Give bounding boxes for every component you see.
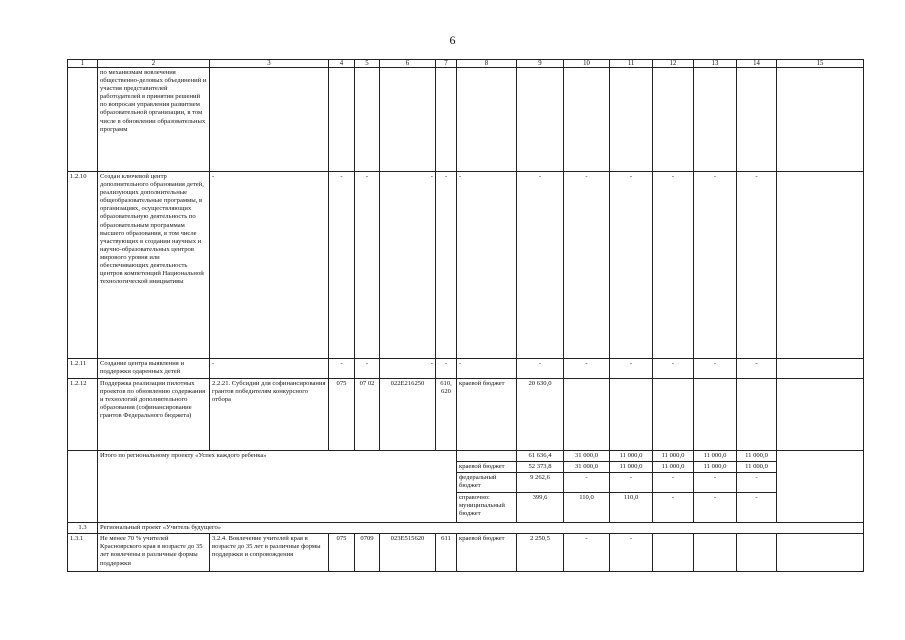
cell-value: 9 262,6 (517, 473, 564, 493)
cell (457, 68, 517, 172)
col-header: 4 (329, 60, 355, 68)
cell-value: - (737, 493, 777, 523)
cell-vr: - (436, 172, 457, 359)
cell-value: - (564, 172, 610, 359)
task-name: по механизмам вовлечения общественно-деловых объединений и участия представителей работодателей в принятии решений по вопросам управления развитием образовательной организации, в том числе в обновлении образовательных программ (98, 68, 210, 172)
cell (694, 68, 737, 172)
cell (694, 534, 737, 572)
task-name: Создание центра выявления и поддержки одаренных детей (98, 359, 210, 379)
cell-value: - (737, 172, 777, 359)
cell-value: - (694, 172, 737, 359)
cell-value: 11 000,0 (737, 462, 777, 473)
cell (777, 451, 864, 523)
cell-rzpr: - (355, 359, 380, 379)
measure-name: - (210, 359, 329, 379)
cell-value: - (737, 359, 777, 379)
cell (653, 534, 694, 572)
cell-value: 11 000,0 (694, 451, 737, 462)
cell (653, 379, 694, 451)
cell-value: 11 000,0 (610, 451, 653, 462)
cell (610, 68, 653, 172)
cell (610, 379, 653, 451)
row-number: 1.3 (68, 523, 98, 534)
cell (777, 379, 864, 451)
col-header: 15 (777, 60, 864, 68)
col-header: 13 (694, 60, 737, 68)
cell-value: - (564, 359, 610, 379)
row-number: 1.2.12 (68, 379, 98, 451)
cell (694, 379, 737, 451)
cell (68, 451, 98, 523)
cell-value: - (653, 359, 694, 379)
cell-value: - (653, 493, 694, 523)
cell-value: - (653, 473, 694, 493)
col-header: 6 (380, 60, 436, 68)
cell (737, 534, 777, 572)
cell-value: 11 000,0 (653, 462, 694, 473)
cell-value: - (737, 473, 777, 493)
cell (653, 68, 694, 172)
section-title: Региональный проект «Учитель будущего» (98, 523, 864, 534)
cell-source: - (457, 359, 517, 379)
cell-value: - (610, 473, 653, 493)
total-label: Итого по региональному проекту «Успех каждого ребенка» (98, 451, 457, 523)
cell (777, 172, 864, 359)
cell-rzpr: 07 02 (355, 379, 380, 451)
cell-csr: - (380, 172, 436, 359)
cell-grbs: - (329, 359, 355, 379)
col-header: 10 (564, 60, 610, 68)
section-row-1-3 (68, 523, 864, 534)
cell-source: краевой бюджет (457, 379, 517, 451)
cell-value: - (517, 172, 564, 359)
cell-value: - (694, 473, 737, 493)
cell-value: 11 000,0 (737, 451, 777, 462)
page-number: 6 (449, 33, 456, 47)
cell-value: 31 000,0 (564, 451, 610, 462)
cell-value: - (517, 359, 564, 379)
measure-name: 2.2.21. Субсидии для софинансирования грантов победителям конкурсного отбора (210, 379, 329, 451)
task-name: Поддержка реализации пилотных проектов по обновлению содержания и технологий дополнительного образования (софинансирование грантов Федерального бюджета) (98, 379, 210, 451)
cell-source (457, 451, 517, 462)
cell-source: справочно: муниципальный бюджет (457, 493, 517, 523)
col-header: 14 (737, 60, 777, 68)
table-row-continuation (68, 68, 864, 172)
cell (210, 68, 329, 172)
cell (436, 68, 457, 172)
total-row-sum (68, 451, 864, 462)
row-number: 1.2.11 (68, 359, 98, 379)
cell-vr: 611 (436, 534, 457, 572)
cell-value: - (653, 172, 694, 359)
col-header: 9 (517, 60, 564, 68)
cell-value: - (694, 359, 737, 379)
cell (737, 68, 777, 172)
program-table (67, 59, 864, 572)
cell-value: 61 636,4 (517, 451, 564, 462)
cell (737, 379, 777, 451)
cell-value: 110,0 (564, 493, 610, 523)
col-header: 1 (68, 60, 98, 68)
cell (777, 359, 864, 379)
col-header: 8 (457, 60, 517, 68)
cell-value: - (610, 359, 653, 379)
cell-value: 2 250,5 (517, 534, 564, 572)
cell-csr: 022E216250 (380, 379, 436, 451)
cell-source: - (457, 172, 517, 359)
cell (68, 68, 98, 172)
measure-name: - (210, 172, 329, 359)
cell (564, 68, 610, 172)
cell-source: федеральный бюджет (457, 473, 517, 493)
table-row-1-3-1 (68, 534, 864, 572)
cell-rzpr: - (355, 172, 380, 359)
cell-value: 399,6 (517, 493, 564, 523)
row-number: 1.3.1 (68, 534, 98, 572)
cell-csr: - (380, 359, 436, 379)
cell-rzpr: 0709 (355, 534, 380, 572)
col-header: 7 (436, 60, 457, 68)
cell (517, 68, 564, 172)
task-name: Не менее 70 % учителей Красноярского края в возрасте до 35 лет вовлечены в различные формы поддержки (98, 534, 210, 572)
cell-value: 11 000,0 (694, 462, 737, 473)
cell (777, 68, 864, 172)
cell-source: краевой бюджет (457, 462, 517, 473)
task-name: Создан ключевой центр дополнительного образования детей, реализующих дополнительные общеобразовательные программы, в организациях, осуществляющих образовательную деятельность по образовательным программам высшего образования, в том числе участвующих в создании научных и научно-образовательных центров мирового уровня или обеспечивающих деятельность центров компетенций Национальной технологической инициативы (98, 172, 210, 359)
col-header: 5 (355, 60, 380, 68)
cell-value: 11 000,0 (610, 462, 653, 473)
cell-value: 110,0 (610, 493, 653, 523)
header-row (68, 60, 864, 68)
table-row-1-2-11 (68, 359, 864, 379)
cell-value: - (610, 534, 653, 572)
cell-value: 20 630,0 (517, 379, 564, 451)
cell-grbs: 075 (329, 534, 355, 572)
cell-value: - (610, 172, 653, 359)
cell-grbs: 075 (329, 379, 355, 451)
cell (355, 68, 380, 172)
cell-value: 31 000,0 (564, 462, 610, 473)
cell-vr: - (436, 359, 457, 379)
cell-source: краевой бюджет (457, 534, 517, 572)
table-row-1-2-12 (68, 379, 864, 451)
cell-csr: 023E515620 (380, 534, 436, 572)
col-header: 12 (653, 60, 694, 68)
cell-vr: 610, 620 (436, 379, 457, 451)
row-number: 1.2.10 (68, 172, 98, 359)
cell-grbs: - (329, 172, 355, 359)
cell-value: - (694, 493, 737, 523)
cell (329, 68, 355, 172)
measure-name: 3.2.4. Вовлечение учителей края в возрасте до 35 лет в различные формы поддержки и сопровождения (210, 534, 329, 572)
cell (564, 379, 610, 451)
table-row-1-2-10 (68, 172, 864, 359)
cell (777, 534, 864, 572)
col-header: 3 (210, 60, 329, 68)
cell-value: - (564, 534, 610, 572)
cell-value: - (564, 473, 610, 493)
col-header: 11 (610, 60, 653, 68)
cell (380, 68, 436, 172)
cell-value: 11 000,0 (653, 451, 694, 462)
col-header: 2 (98, 60, 210, 68)
cell-value: 52 373,8 (517, 462, 564, 473)
